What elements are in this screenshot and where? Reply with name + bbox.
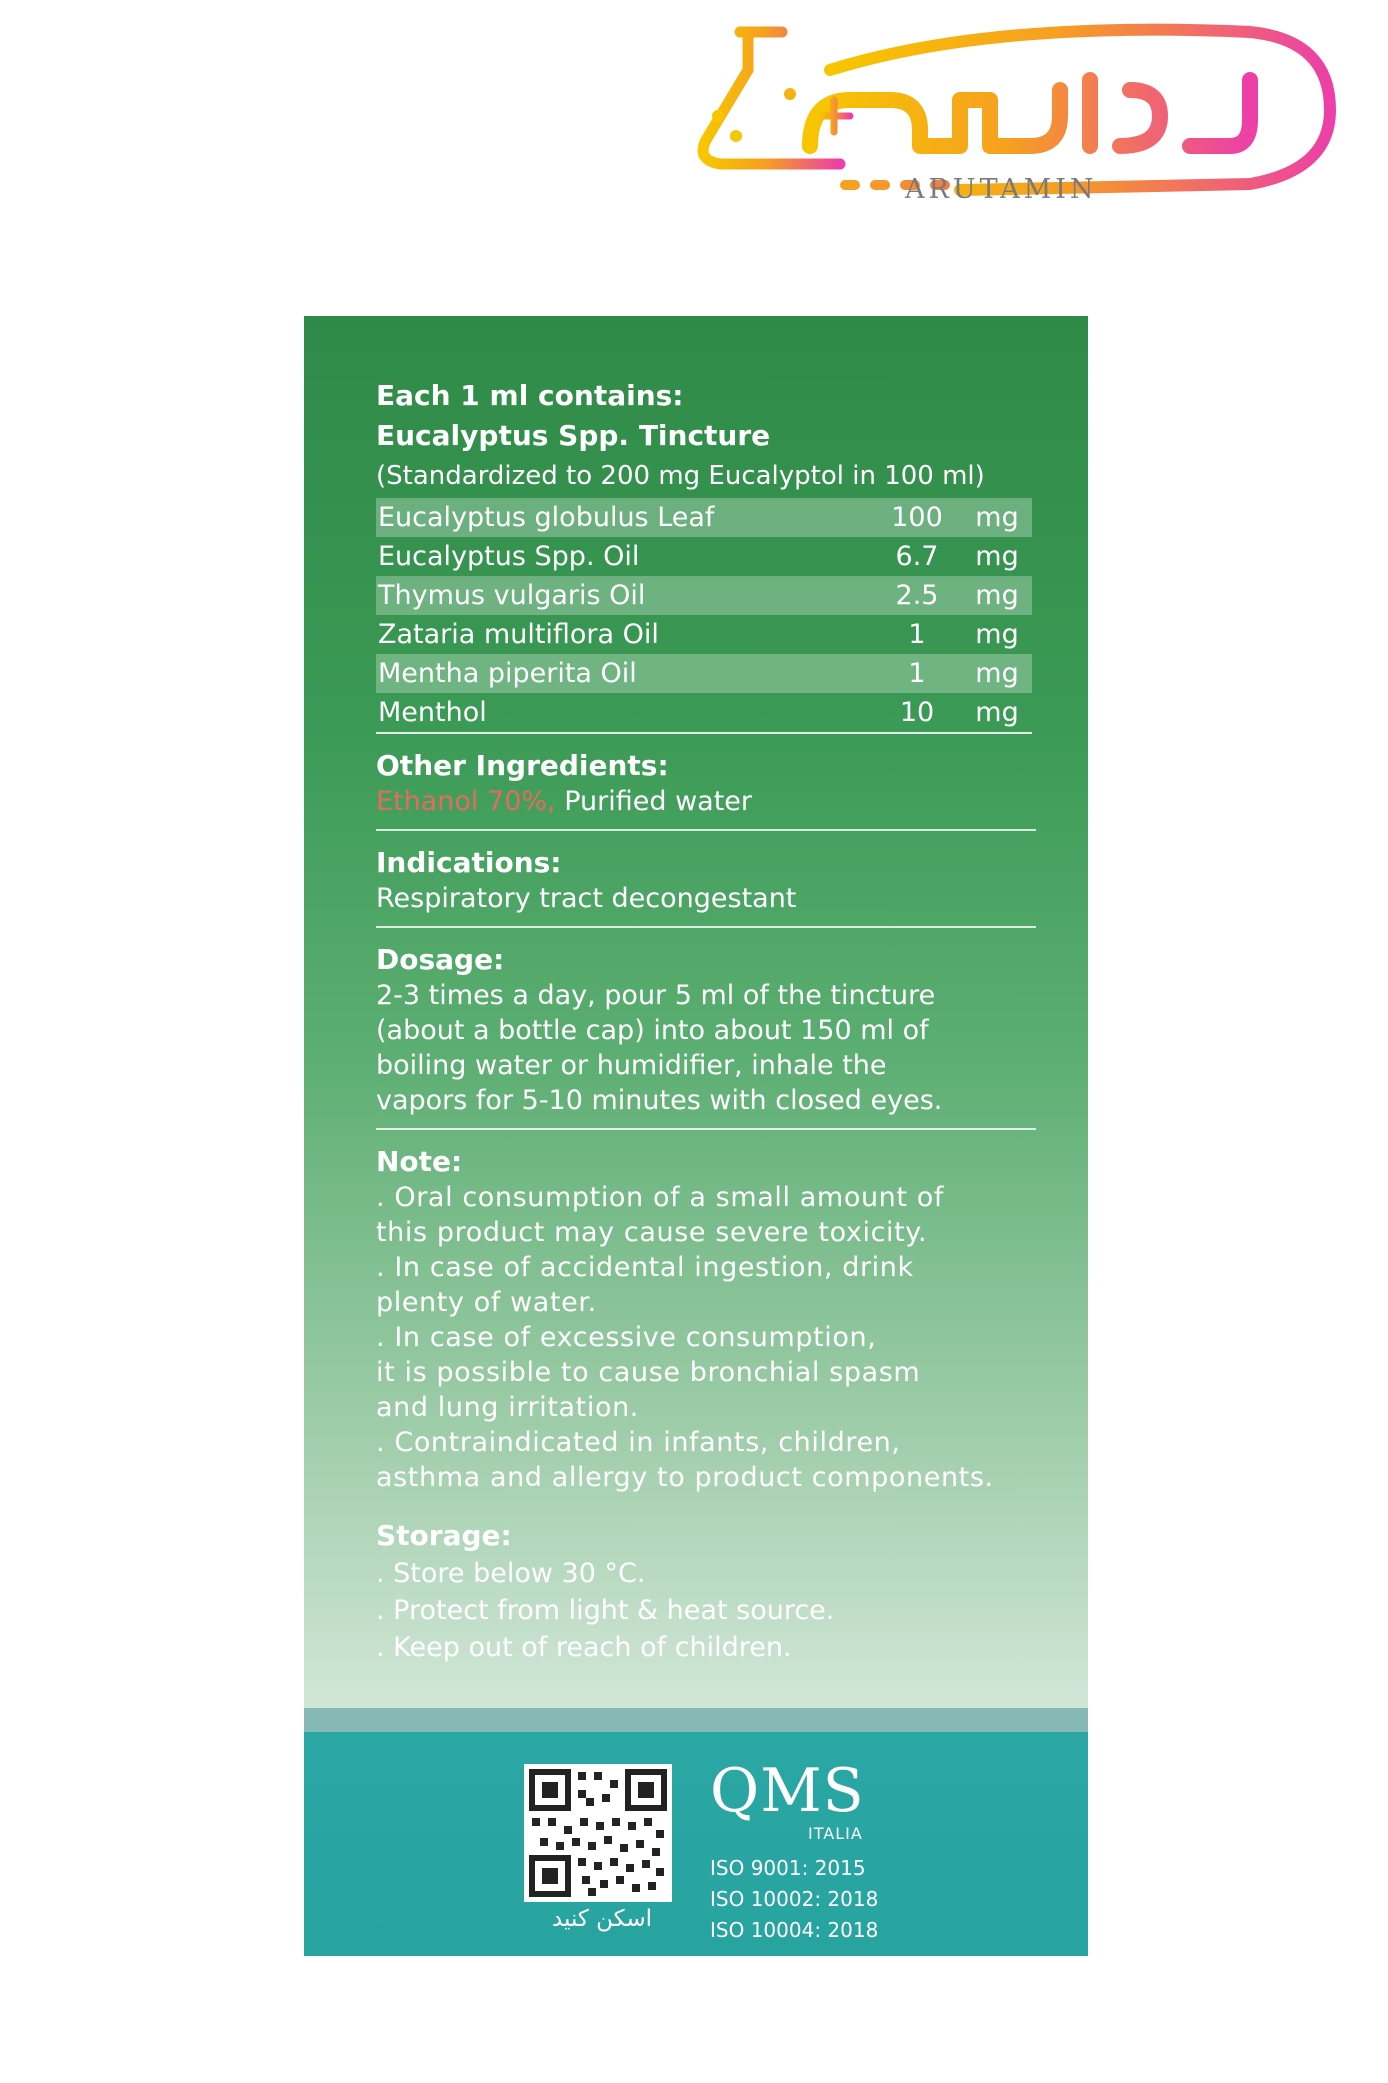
ingredient-row <box>376 693 1032 732</box>
storage-section <box>376 1495 1036 1666</box>
storage-line: . Store below 30 °C. <box>376 1558 646 1589</box>
ingredient-amount: 100 <box>891 502 943 533</box>
scan-text: اسکن کنید <box>551 1906 653 1932</box>
note-line: . In case of accidental ingestion, drink <box>376 1252 914 1283</box>
ingredient-unit: mg <box>975 658 1019 689</box>
certification-band <box>304 1732 1088 1956</box>
ingredient-amount: 10 <box>899 697 935 728</box>
dosage-heading: Dosage: <box>376 943 505 976</box>
ingredient-name: Zataria multiflora Oil <box>378 619 659 650</box>
note-line: it is possible to cause bronchial spasm <box>376 1357 921 1388</box>
indications-section <box>376 831 1036 928</box>
dosage-line: vapors for 5-10 minutes with closed eyes. <box>376 1085 943 1116</box>
indications-heading: Indications: <box>376 846 562 879</box>
label-content <box>376 376 1036 1666</box>
water-text: Purified water <box>555 786 752 817</box>
ingredients-table <box>376 498 1032 734</box>
ethanol-text: Ethanol 70%, <box>376 786 556 817</box>
ingredient-row <box>376 576 1032 615</box>
indications-text: Respiratory tract decongestant <box>376 883 797 914</box>
ingredient-name: Menthol <box>378 697 487 728</box>
darutamin-logo <box>690 20 1350 220</box>
tincture-title: Eucalyptus Spp. Tincture <box>376 419 771 452</box>
logo-latin-text: ARUTAMIN <box>905 174 1098 205</box>
storage-heading: Storage: <box>376 1519 512 1552</box>
ingredient-name: Thymus vulgaris Oil <box>378 580 646 611</box>
storage-line: . Protect from light & heat source. <box>376 1595 835 1626</box>
ingredient-name: Eucalyptus Spp. Oil <box>378 541 640 572</box>
note-heading: Note: <box>376 1145 463 1178</box>
iso-line: ISO 10002: 2018 <box>710 1887 879 1911</box>
product-label-panel <box>304 316 1088 1956</box>
ingredient-row <box>376 537 1032 576</box>
other-ingredients-heading: Other Ingredients: <box>376 749 669 782</box>
ingredient-amount: 6.7 <box>895 541 939 572</box>
note-line: and lung irritation. <box>376 1392 639 1423</box>
ingredient-unit: mg <box>975 619 1019 650</box>
ingredient-unit: mg <box>975 697 1019 728</box>
iso-line: ISO 9001: 2015 <box>710 1856 866 1880</box>
other-ingredients-text <box>376 784 1036 819</box>
standardized-text: (Standardized to 200 mg Eucalyptol in 100 ml) <box>376 461 985 491</box>
note-line: asthma and allergy to product components. <box>376 1462 994 1493</box>
iso-line: ISO 10004: 2018 <box>710 1918 879 1942</box>
ingredient-amount: 2.5 <box>895 580 939 611</box>
qr-code-icon <box>524 1764 672 1902</box>
ingredient-row <box>376 498 1032 537</box>
italia-text: ITALIA <box>808 1824 863 1843</box>
qr-code <box>524 1764 672 1902</box>
ingredient-unit: mg <box>975 541 1019 572</box>
ingredient-amount: 1 <box>908 619 926 650</box>
dosage-line: (about a bottle cap) into about 150 ml of <box>376 1015 929 1046</box>
ingredient-unit: mg <box>975 502 1019 533</box>
other-ingredients-section <box>376 734 1036 831</box>
contains-heading: Each 1 ml contains: <box>376 379 684 412</box>
ingredient-unit: mg <box>975 580 1019 611</box>
ingredient-name: Mentha piperita Oil <box>378 658 637 689</box>
note-line: plenty of water. <box>376 1287 597 1318</box>
dosage-section <box>376 928 1036 1130</box>
ingredient-row <box>376 615 1032 654</box>
note-section <box>376 1130 1036 1495</box>
note-line: . Contraindicated in infants, children, <box>376 1427 901 1458</box>
storage-line: . Keep out of reach of children. <box>376 1632 792 1663</box>
dosage-line: 2-3 times a day, pour 5 ml of the tincture <box>376 980 936 1011</box>
band-divider <box>304 1708 1088 1732</box>
note-line: . Oral consumption of a small amount of <box>376 1182 944 1213</box>
ingredient-amount: 1 <box>908 658 926 689</box>
note-line: this product may cause severe toxicity. <box>376 1217 928 1248</box>
ingredient-row <box>376 654 1032 693</box>
qms-logo-text: QMS <box>710 1756 865 1826</box>
note-line: . In case of excessive consumption, <box>376 1322 877 1353</box>
dosage-line: boiling water or humidifier, inhale the <box>376 1050 887 1081</box>
ingredient-name: Eucalyptus globulus Leaf <box>378 502 715 533</box>
